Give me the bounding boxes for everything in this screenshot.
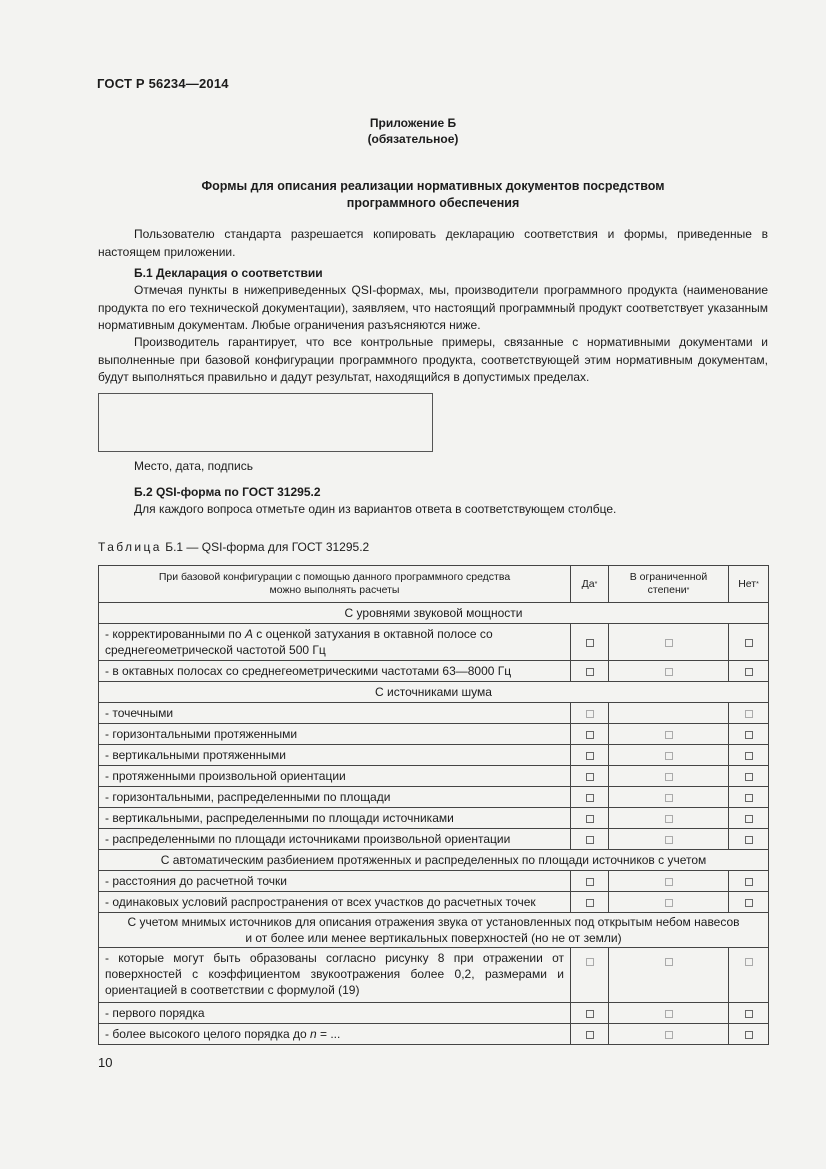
table-row [99,703,769,724]
table-caption-text: Б.1 — QSI-форма для ГОСТ 31295.2 [165,540,370,554]
row-label: - первого порядка [99,1003,571,1024]
no-checkbox[interactable] [745,731,753,739]
table-row [99,661,769,682]
document-title-line1: Формы для описания реализации нормативных документов посредством [201,179,665,193]
yes-checkbox[interactable] [586,710,594,718]
row-label: - корректированными по A с оценкой затухания в октавной полосе со среднегеометрической частотой 500 Гц [99,624,571,661]
row-label: - в октавных полосах со среднегеометрическими частотами 63—8000 Гц [99,661,571,682]
limited-checkbox[interactable] [665,1010,673,1018]
row-label: - вертикальными, распределенными по площади источниками [99,808,571,829]
row-label: - одинаковых условий распространения от всех участков до расчетных точек [99,892,571,913]
group-row: С учетом мнимых источников для описания отражения звука от установленных под открытым небом навесов и от более или менее вертикальных поверхностей (но не от земли) [99,913,769,948]
row-label: - протяженными произвольной ориентации [99,766,571,787]
signature-box[interactable] [98,393,433,452]
limited-checkbox[interactable] [665,815,673,823]
group-row: С автоматическим разбиением протяженных и распределенных по площади источников с учетом [99,850,769,871]
annex-title: Приложение Б [369,116,457,130]
header-question: При базовой конфигурации с помощью данного программного средства можно выполнять расчеты [99,566,571,603]
yes-checkbox[interactable] [586,1031,594,1039]
page-number: 10 [98,1055,113,1070]
standard-number: ГОСТ Р 56234—2014 [97,76,229,91]
row-label: - которые могут быть образованы согласно рисунку 8 при отражении от поверхностей с коэффициентом звукоотражения более 0,2, размерами и ориентацией в соответствии с формулой (19) [99,948,571,1003]
table-caption [98,540,369,554]
limited-checkbox[interactable] [665,752,673,760]
limited-checkbox[interactable] [665,899,673,907]
table-row [99,948,769,1003]
table-row [99,1003,769,1024]
no-checkbox[interactable] [745,710,753,718]
table-row [99,829,769,850]
limited-checkbox[interactable] [665,1031,673,1039]
no-checkbox[interactable] [745,773,753,781]
yes-checkbox[interactable] [586,1010,594,1018]
table-caption-prefix: Таблица [98,540,162,554]
yes-checkbox[interactable] [586,958,594,966]
table-row [99,745,769,766]
table-row [99,808,769,829]
document-title [150,178,716,212]
section-b1-paragraph-2: Производитель гарантирует, что все контрольные примеры, связанные с нормативными документами и выполненные при базовой конфигурации программного продукта, соответствующей этим нормативным документам, будут выполняться правильно и дадут результат, находящийся в допустимых пределах. [98,335,768,384]
limited-checkbox[interactable] [665,794,673,802]
table-row [99,724,769,745]
table-row [99,892,769,913]
table-row [99,871,769,892]
limited-checkbox[interactable] [665,773,673,781]
limited-checkbox[interactable] [665,639,673,647]
table-row [99,1024,769,1045]
no-checkbox[interactable] [745,668,753,676]
no-checkbox[interactable] [745,899,753,907]
table-row [99,624,769,661]
yes-checkbox[interactable] [586,899,594,907]
section-b2-heading: Б.2 QSI-форма по ГОСТ 31295.2 [134,485,321,499]
annex-status: (обязательное) [367,132,459,146]
no-checkbox[interactable] [745,878,753,886]
section-b2-paragraph: Для каждого вопроса отметьте один из вариантов ответа в соответствующем столбце. [134,502,617,516]
yes-checkbox[interactable] [586,773,594,781]
group-row: С уровнями звуковой мощности [99,603,769,624]
header-limited: В ограниченной степени* [609,566,729,603]
yes-checkbox[interactable] [586,815,594,823]
yes-checkbox[interactable] [586,752,594,760]
no-checkbox[interactable] [745,794,753,802]
table-row [99,766,769,787]
no-checkbox[interactable] [745,752,753,760]
no-checkbox[interactable] [745,815,753,823]
row-label: - горизонтальными протяженными [99,724,571,745]
limited-checkbox[interactable] [665,836,673,844]
yes-checkbox[interactable] [586,668,594,676]
row-label: - более высокого целого порядка до n = ... [99,1024,571,1045]
yes-checkbox[interactable] [586,878,594,886]
limited-checkbox[interactable] [665,668,673,676]
section-b1-paragraph-1: Отмечая пункты в нижеприведенных QSI-формах, мы, производители программного продукта (наименование продукта по его технической документации), заявляем, что настоящий программный продукт соответствует указанным нормативным документам. Любые ограничения разъясняются ниже. [98,283,768,332]
qsi-form-table [98,565,769,1045]
yes-checkbox[interactable] [586,794,594,802]
header-no: Нет* [729,566,769,603]
row-label: - расстояния до расчетной точки [99,871,571,892]
no-checkbox[interactable] [745,958,753,966]
row-label: - точечными [99,703,571,724]
signature-label: Место, дата, подпись [134,459,253,473]
table-header-row [99,566,769,603]
no-checkbox[interactable] [745,1031,753,1039]
no-checkbox[interactable] [745,836,753,844]
row-label: - вертикальными протяженными [99,745,571,766]
yes-checkbox[interactable] [586,731,594,739]
section-b1-heading: Б.1 Декларация о соответствии [134,266,323,280]
limited-checkbox[interactable] [665,731,673,739]
yes-checkbox[interactable] [586,836,594,844]
no-checkbox[interactable] [745,639,753,647]
intro-paragraph: Пользователю стандарта разрешается копировать декларацию соответствия и формы, приведенные в настоящем приложении. [98,227,768,259]
limited-checkbox[interactable] [665,958,673,966]
yes-checkbox[interactable] [586,639,594,647]
header-yes: Да* [571,566,609,603]
row-label: - горизонтальными, распределенными по площади [99,787,571,808]
no-checkbox[interactable] [745,1010,753,1018]
table-row [99,787,769,808]
document-title-line2: программного обеспечения [346,196,520,210]
row-label: - распределенными по площади источниками произвольной ориентации [99,829,571,850]
group-row: С источниками шума [99,682,769,703]
limited-checkbox[interactable] [665,878,673,886]
